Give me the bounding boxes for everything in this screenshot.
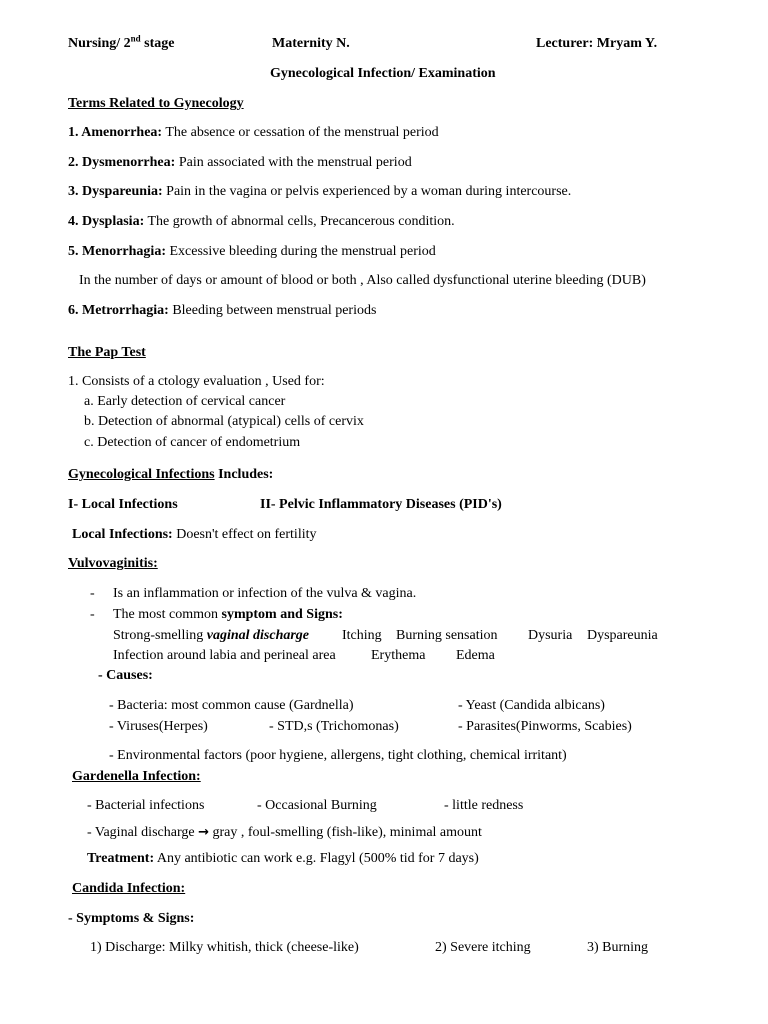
pap-item-a: a. Early detection of cervical cancer [84, 394, 286, 409]
vulvo-item-2: The most common symptom and Signs: [113, 607, 343, 622]
arrow-right-icon: → [198, 825, 209, 840]
pap-line-1: 1. Consists of a ctology evaluation , Used for: [68, 374, 325, 389]
menorrhagia-note: In the number of days or amount of blood or both , Also called dysfunctional uterine bleeding (DUB) [79, 273, 646, 288]
symptom-discharge: Strong-smelling vaginal discharge [113, 628, 310, 643]
term-amenorrhea: 1. Amenorrhea: The absence or cessation of the menstrual period [68, 125, 439, 140]
term-menorrhagia: 5. Menorrhagia: Excessive bleeding during the menstrual period [68, 244, 436, 259]
cause-yeast: - Yeast (Candida albicans) [458, 698, 605, 713]
term-metrorrhagia: 6. Metrorrhagia: Bleeding between menstrual periods [68, 303, 377, 318]
candida-symptoms-heading: - Symptoms & Signs: [68, 911, 195, 926]
causes-heading: - Causes: [98, 668, 153, 683]
vulvo-item-1: Is an inflammation or infection of the vulva & vagina. [113, 586, 417, 601]
symptom-itching: Itching [342, 628, 382, 643]
symptom-edema: Edema [456, 648, 495, 663]
terms-heading: Terms Related to Gynecology [68, 96, 244, 111]
gardenella-discharge: - Vaginal discharge → gray , foul-smelling (fish-like), minimal amount [87, 825, 482, 840]
gardenella-burning: - Occasional Burning [257, 798, 377, 813]
term-dysmenorrhea: 2. Dysmenorrhea: Pain associated with the menstrual period [68, 155, 412, 170]
lecturer-label: Lecturer: Mryam Y. [536, 36, 658, 51]
bullet-dash: - [90, 607, 95, 622]
local-infections-note: Local Infections: Doesn't effect on fertility [72, 527, 317, 542]
pap-item-c: c. Detection of cancer of endometrium [84, 435, 301, 450]
gyn-heading: Gynecological Infections Includes: [68, 467, 274, 482]
symptom-dyspareunia: Dyspareunia [587, 628, 658, 643]
cause-std: - STD,s (Trichomonas) [269, 719, 399, 734]
cause-parasites: - Parasites(Pinworms, Scabies) [458, 719, 632, 734]
bullet-dash: - [90, 586, 95, 601]
candida-symptom-2: 2) Severe itching [435, 940, 531, 955]
symptom-erythema: Erythema [371, 648, 426, 663]
symptom-infection: Infection around labia and perineal area [113, 648, 336, 663]
cause-viruses: - Viruses(Herpes) [109, 719, 208, 734]
symptom-dysuria: Dysuria [528, 628, 573, 643]
subject-label: Maternity N. [272, 36, 350, 51]
course-label: Nursing/ 2nd stage [68, 33, 175, 51]
candida-symptom-3: 3) Burning [587, 940, 649, 955]
pap-heading: The Pap Test [68, 345, 146, 360]
gyn-pid: II- Pelvic Inflammatory Diseases (PID's) [260, 497, 502, 512]
page-title: Gynecological Infection/ Examination [270, 66, 496, 81]
term-dysplasia: 4. Dysplasia: The growth of abnormal cells, Precancerous condition. [68, 214, 455, 229]
pap-item-b: b. Detection of abnormal (atypical) cells of cervix [84, 414, 364, 429]
gardenella-redness: - little redness [444, 798, 524, 813]
term-dyspareunia: 3. Dyspareunia: Pain in the vagina or pelvis experienced by a woman during intercourse. [68, 184, 572, 199]
cause-environmental: - Environmental factors (poor hygiene, allergens, tight clothing, chemical irritant) [109, 748, 567, 763]
candida-heading: Candida Infection: [72, 881, 186, 896]
candida-symptom-1: 1) Discharge: Milky whitish, thick (cheese-like) [90, 940, 359, 955]
symptom-burning: Burning sensation [396, 628, 498, 643]
vulvo-heading: Vulvovaginitis: [68, 556, 158, 571]
gardenella-treatment: Treatment: Any antibiotic can work e.g. Flagyl (500% tid for 7 days) [87, 851, 479, 866]
gardenella-heading: Gardenella Infection: [72, 769, 201, 784]
gardenella-bacterial: - Bacterial infections [87, 798, 205, 813]
gyn-local: I- Local Infections [68, 497, 178, 512]
cause-bacteria: - Bacteria: most common cause (Gardnella) [109, 698, 354, 713]
